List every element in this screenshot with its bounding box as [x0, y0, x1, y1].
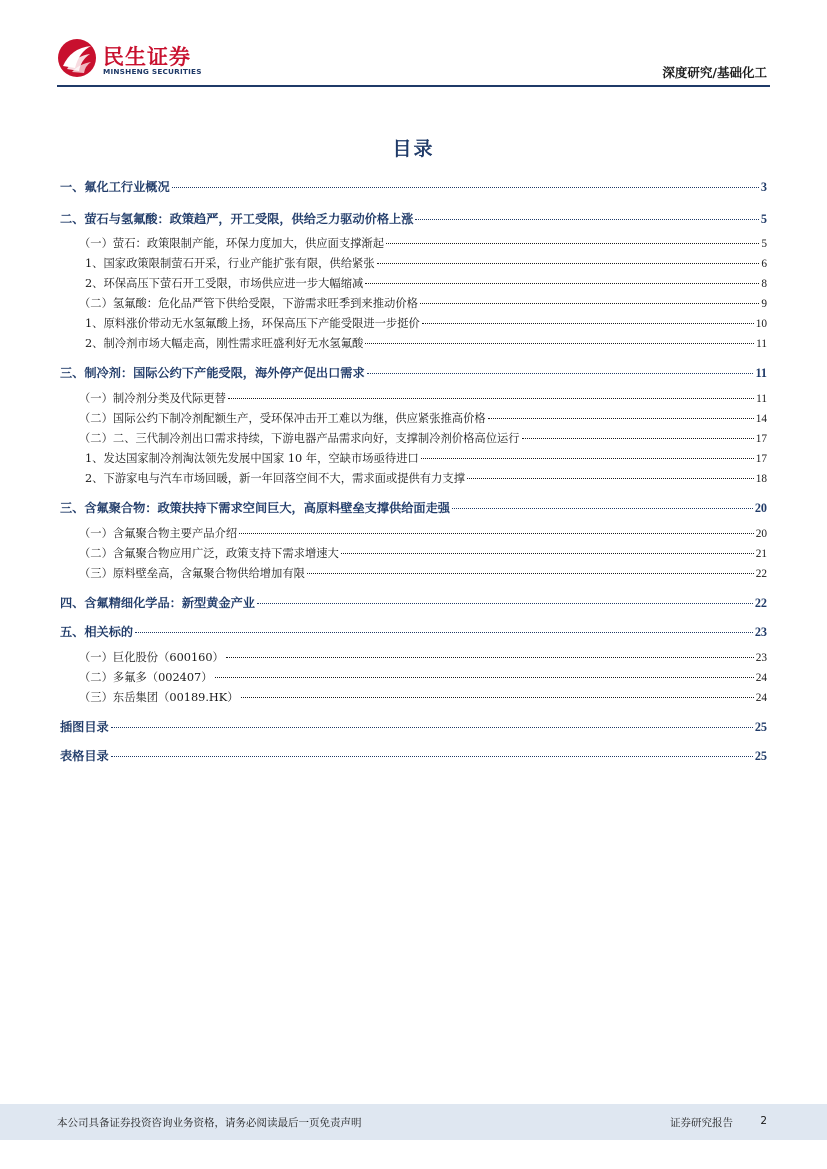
toc-entry-text: 一、氟化工行业概况 — [60, 180, 170, 194]
toc-entry[interactable] — [60, 364, 767, 382]
toc-dot-leader — [365, 343, 754, 344]
toc-entry[interactable] — [60, 430, 767, 448]
page-footer — [0, 1104, 827, 1140]
toc-dot-leader — [421, 458, 754, 459]
toc-entry[interactable] — [60, 178, 767, 196]
toc-entry-text: 1、原料涨价带动无水氢氟酸上扬，环保高压下产能受限进一步挺价 — [85, 317, 420, 330]
toc-entry-page: 3 — [760, 180, 767, 194]
toc-dot-leader — [367, 373, 754, 374]
toc-entry[interactable] — [60, 315, 767, 333]
toc-dot-leader — [111, 727, 753, 728]
toc-entry-page: 21 — [755, 548, 767, 560]
toc-entry-page: 25 — [754, 749, 767, 763]
minsheng-logo-icon — [57, 38, 97, 78]
toc-entry-text: 1、国家政策限制萤石开采，行业产能扩张有限，供给紧张 — [85, 257, 375, 270]
toc-entry-text: 插图目录 — [60, 720, 109, 734]
toc-entry-page: 11 — [755, 366, 767, 380]
toc-entry[interactable] — [60, 470, 767, 488]
toc-dot-leader — [522, 438, 754, 439]
toc-entry-page: 22 — [755, 568, 767, 580]
toc-entry-text: 五、相关标的 — [60, 625, 134, 639]
toc-entry[interactable] — [60, 390, 767, 408]
toc-entry[interactable] — [60, 295, 767, 313]
footer-page-number: 2 — [760, 1115, 767, 1127]
toc-entry-page: 14 — [755, 413, 767, 425]
toc-entry[interactable] — [60, 689, 767, 707]
report-category: 深度研究/基础化工 — [662, 65, 767, 80]
toc-dot-leader — [386, 243, 759, 244]
toc-entry[interactable] — [60, 450, 767, 468]
toc-dot-leader — [365, 283, 759, 284]
toc-entry[interactable] — [60, 210, 767, 228]
toc-entry-text: 表格目录 — [60, 749, 109, 763]
toc-entry-text: （二）国际公约下制冷剂配额生产，受环保冲击开工难以为继，供应紧张推高价格 — [79, 412, 486, 425]
toc-entry-page: 6 — [761, 258, 767, 270]
toc-entry[interactable] — [60, 335, 767, 353]
toc-dot-leader — [307, 573, 754, 574]
toc-title: 目录 — [392, 138, 435, 160]
toc-entry[interactable] — [60, 545, 767, 563]
toc-dot-leader — [377, 263, 760, 264]
toc-entry-page: 5 — [761, 238, 767, 250]
toc-entry[interactable] — [60, 747, 767, 765]
toc-entry-page: 10 — [755, 318, 767, 330]
toc-entry-page: 22 — [754, 596, 767, 610]
toc-entry-text: （二）含氟聚合物应用广泛，政策支持下需求增速大 — [79, 547, 339, 560]
toc-entry[interactable] — [60, 718, 767, 736]
toc-entry[interactable] — [60, 623, 767, 641]
toc-entry-text: 2、下游家电与汽车市场回暖，新一年回落空间不大，需求面或提供有力支撑 — [85, 472, 465, 485]
toc-dot-leader — [467, 478, 754, 479]
toc-dot-leader — [488, 418, 754, 419]
toc-entry-page: 18 — [755, 473, 767, 485]
footer-disclaimer: 本公司具备证券投资咨询业务资格，请务必阅读最后一页免责声明 — [57, 1117, 362, 1129]
toc-entry[interactable] — [60, 649, 767, 667]
toc-entry[interactable] — [60, 255, 767, 273]
toc-entry-text: （三）原料壁垒高，含氟聚合物供给增加有限 — [79, 567, 305, 580]
toc-entry-page: 11 — [756, 393, 767, 405]
toc-entry-page: 20 — [755, 528, 767, 540]
toc-entry-text: 1、发达国家制冷剂淘汰领先发展中国家 10 年，空缺市场亟待进口 — [85, 452, 419, 465]
toc-entry[interactable] — [60, 235, 767, 253]
toc-entry-text: （二）二、三代制冷剂出口需求持续，下游电器产品需求向好，支撑制冷剂价格高位运行 — [79, 432, 520, 445]
toc-dot-leader — [228, 398, 754, 399]
toc-dot-leader — [420, 303, 759, 304]
toc-entry-page: 24 — [755, 692, 767, 704]
toc-entry-text: 2、环保高压下萤石开工受限，市场供应进一步大幅缩减 — [85, 277, 364, 290]
toc-entry-page: 23 — [755, 652, 767, 664]
toc-entry-text: 三、制冷剂：国际公约下产能受限，海外停产促出口需求 — [60, 366, 365, 380]
page-header — [0, 0, 827, 90]
toc-entry-page: 17 — [755, 453, 767, 465]
toc-dot-leader — [241, 697, 754, 698]
toc-entry-text: （一）巨化股份（600160） — [79, 651, 224, 664]
toc-entry[interactable] — [60, 669, 767, 687]
minsheng-logo — [57, 36, 257, 80]
toc-entry-text: 二、萤石与氢氟酸：政策趋严，开工受限，供给乏力驱动价格上涨 — [60, 212, 414, 226]
toc-dot-leader — [215, 677, 754, 678]
toc-dot-leader — [415, 219, 758, 220]
toc-entry-text: 四、含氟精细化学品：新型黄金产业 — [60, 596, 255, 610]
toc-entry-page: 11 — [756, 338, 767, 350]
toc-dot-leader — [341, 553, 754, 554]
toc-entry[interactable] — [60, 525, 767, 543]
toc-entry-page: 8 — [761, 278, 767, 290]
toc-entry-text: （一）含氟聚合物主要产品介绍 — [79, 527, 238, 540]
toc-dot-leader — [226, 657, 754, 658]
logo-text-cn: 民生证券 — [103, 45, 191, 69]
toc-entry-text: 2、制冷剂市场大幅走高，刚性需求旺盛利好无水氢氟酸 — [85, 337, 364, 350]
toc-dot-leader — [135, 632, 753, 633]
toc-entry-text: （三）东岳集团（00189.HK） — [79, 691, 239, 704]
toc-dot-leader — [172, 187, 759, 188]
toc-entry[interactable] — [60, 410, 767, 428]
toc-entry[interactable] — [60, 565, 767, 583]
toc-dot-leader — [422, 323, 754, 324]
toc-dot-leader — [111, 756, 753, 757]
toc-entry[interactable] — [60, 499, 767, 517]
logo-text-en: MINSHENG SECURITIES — [103, 67, 202, 76]
toc-entry-text: （一）萤石：政策限制产能，环保力度加大，供应面支撑渐起 — [79, 237, 385, 250]
toc-entry[interactable] — [60, 275, 767, 293]
toc-entry-text: （二）多氟多（002407） — [79, 671, 213, 684]
toc-entry-page: 23 — [754, 625, 767, 639]
toc-entry-text: （二）氢氟酸：危化品严管下供给受限，下游需求旺季到来推动价格 — [79, 297, 418, 310]
footer-report-type: 证券研究报告 — [670, 1117, 733, 1129]
toc-dot-leader — [452, 508, 753, 509]
toc-entry[interactable] — [60, 594, 767, 612]
toc-entry-page: 20 — [754, 501, 767, 515]
toc-entry-page: 17 — [755, 433, 767, 445]
toc-entry-text: （一）制冷剂分类及代际更替 — [79, 392, 226, 405]
toc-entry-page: 24 — [755, 672, 767, 684]
toc-entry-text: 三、含氟聚合物：政策扶持下需求空间巨大，高原料壁垒支撑供给面走强 — [60, 501, 450, 515]
header-divider — [57, 85, 770, 87]
toc-entry-page: 5 — [760, 212, 767, 226]
toc-entry-page: 9 — [761, 298, 767, 310]
toc-dot-leader — [257, 603, 753, 604]
toc-entry-page: 25 — [754, 720, 767, 734]
toc-dot-leader — [239, 533, 754, 534]
